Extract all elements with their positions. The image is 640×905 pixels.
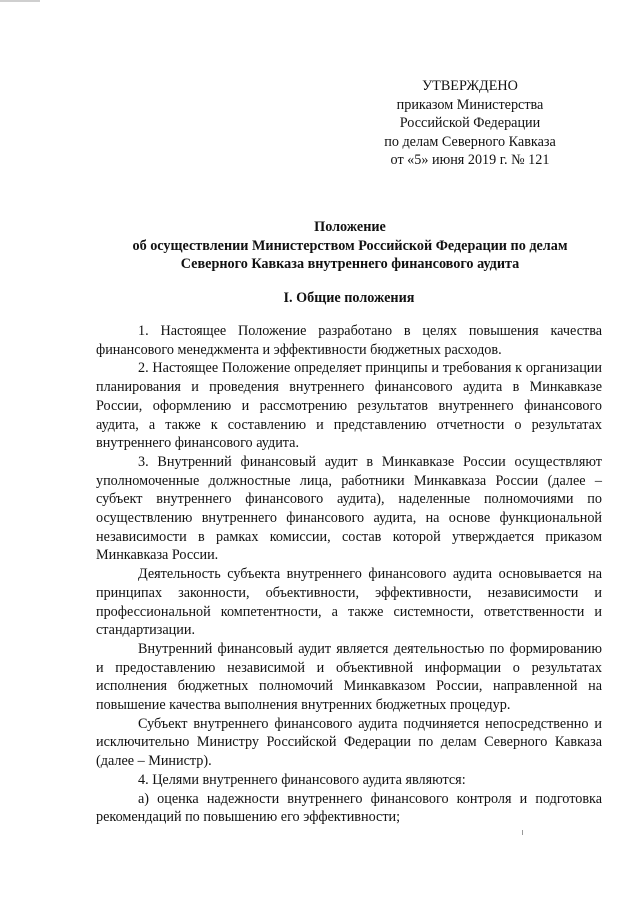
approval-date: от «5» июня 2019 г. № 121	[390, 152, 550, 168]
approval-line: по делам Северного Кавказа	[384, 133, 556, 150]
section-heading: I. Общие положения	[283, 290, 415, 306]
document-title	[90, 218, 610, 274]
paragraph: 1. Настоящее Положение разработано в целях повышения качества финансового менеджмента и эффективности бюджетных расходов.	[96, 323, 602, 358]
paragraph: 4. Целями внутреннего финансового аудита являются:	[138, 771, 466, 788]
title-line: Положение	[314, 219, 386, 235]
title-line: Северного Кавказа внутреннего финансового аудита	[180, 256, 520, 272]
approval-line: Российской Федерации	[399, 115, 541, 131]
paragraph: 2. Настоящее Положение определяет принципы и требования к организации планирования и проведения внутреннего финансового аудита в Минкавказе России, оформлению и рассмотрению результатов внутреннего финансового аудита, а также к составлению и представлению отчетности о результатах внутреннего финансового аудита.	[96, 360, 602, 452]
paragraph: Деятельность субъекта внутреннего финансового аудита основывается на принципах законности, объективности, эффективности, независимости и профессиональной компетентности, а также системности, ответственности и стандартизации.	[96, 566, 602, 639]
paragraph: а) оценка надежности внутреннего финансового контроля и подготовка рекомендаций по повышению его эффективности;	[96, 790, 602, 826]
approval-stamp	[370, 77, 570, 170]
scan-artifact	[522, 830, 523, 835]
approval-line: приказом Министерства	[396, 96, 544, 113]
paragraph: 3. Внутренний финансовый аудит в Минкавказе России осуществляют уполномоченные должностные лица, работники Минкавказа России (далее – субъект внутреннего финансового аудита), наделенные полномочиями по осуществлению внутреннего финансового аудита, на основе функциональной независимости в рамках комиссии, состав которой утверждается приказом Минкавказа России.	[96, 453, 602, 564]
approval-heading: УТВЕРЖДЕНО	[422, 78, 518, 94]
document-body	[96, 322, 602, 827]
scan-artifact	[0, 0, 40, 2]
paragraph: Субъект внутреннего финансового аудита подчиняется непосредственно и исключительно Министру Российской Федерации по делам Северного Кавказа (далее – Министр).	[96, 715, 602, 770]
paragraph: Внутренний финансовый аудит является деятельностью по формированию и предоставлению независимой и объективной информации о результатах исполнения бюджетных полномочий Минкавказом России, направленной на повышение качества выполнения внутренних бюджетных процедур.	[96, 640, 602, 714]
title-line: об осуществлении Министерством Российской Федерации по делам	[132, 237, 568, 254]
